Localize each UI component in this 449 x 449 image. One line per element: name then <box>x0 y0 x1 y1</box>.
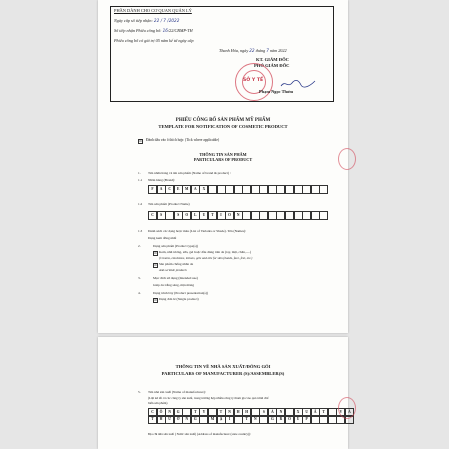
seal-text: SỞ Y TẾ <box>243 78 264 83</box>
form-title-en: TEMPLATE FOR NOTIFICATION OF COSMETIC PRODUCT <box>158 124 288 129</box>
manufacturer-letter-cell: H <box>242 408 251 417</box>
manufacturer-letter-cell: N <box>251 415 260 424</box>
checkbox-icon: ☒ <box>154 298 157 302</box>
manufacturer-letter-cell: Ư <box>165 415 174 424</box>
product-letter-cell: T <box>208 211 217 220</box>
signature-icon <box>279 79 319 89</box>
product-letter-cell: L <box>191 211 200 220</box>
manufacturer-letter-cell: U <box>294 415 303 424</box>
item2-option-1-en: (Creams, emulsions, lotions, gels and oils for skin (hands, face, feet, etc.) <box>159 256 253 260</box>
manufacturer-letter-cell: Ô <box>157 408 166 417</box>
manufacturer-letter-cell: Ạ <box>217 415 226 424</box>
brand-letter-cell: C <box>165 185 174 194</box>
product-letter-cell: S <box>174 211 183 220</box>
brand-letter-cell: X <box>199 185 208 194</box>
item1-number: 1. <box>138 171 141 175</box>
checkbox-icon: ☒ <box>154 251 157 255</box>
manufacturer-letter-cell: C <box>148 408 157 417</box>
manufacturer-letter-cell: Ơ <box>174 415 183 424</box>
received-date-line <box>114 19 179 23</box>
brand-letter-cell: A <box>157 185 166 194</box>
manufacturer-letter-cell: M <box>208 415 217 424</box>
item3-number: 3. <box>138 276 141 280</box>
manufacturer-letter-cell: S <box>259 408 268 417</box>
manufacturer-letter-cell: V <box>336 408 345 417</box>
section-title-en: PARTICULARS OF PRODUCT <box>193 157 253 162</box>
product-letter-cell: C <box>148 211 157 220</box>
brand-letter-cell: M <box>182 185 191 194</box>
item5-number: 5. <box>138 390 141 394</box>
checkbox-icon: ☒ <box>139 139 142 143</box>
item4-label: Dạng trình bày (Product presentation(s)) <box>153 291 208 295</box>
item5-note: (Liệt kê tất cả các công ty sản xuất, trong trường hợp nhiều công ty tham gia vào quá trình chế <box>148 396 269 400</box>
page-seal-edge-icon <box>338 148 356 170</box>
manufacturer-letter-cell: N <box>165 408 174 417</box>
manufacturer-letter-cell: N <box>276 408 285 417</box>
product-letter-cell: U <box>199 211 208 220</box>
item4-number: 4. <box>138 291 141 295</box>
item1-3-label: Danh sách các dạng hoặc màu (List of Variants or Shade). Tên (Names): <box>148 229 247 233</box>
form-title-vi: PHIẾU CÔNG BỐ SẢN PHẨM MỸ PHẨM <box>175 118 271 123</box>
item2-number: 2. <box>138 244 141 248</box>
item2-option-2-en: Anti-wrinkle products <box>159 268 187 272</box>
item1-3-number: 1.3 <box>138 229 143 233</box>
document-page-1 <box>98 0 348 333</box>
place-day: 22 <box>249 48 255 53</box>
manufacturer-letter-cell: T <box>217 408 226 417</box>
item3-value: Giúp da trắng sáng, mịn màng <box>153 283 195 287</box>
month-label: tháng <box>255 48 266 53</box>
item3-label: Mục đích sử dụng (Intended use) <box>153 276 198 280</box>
month-value: 7 <box>266 48 269 53</box>
item1-1-number: 1.1 <box>138 178 143 182</box>
receipt-number-line <box>114 29 193 33</box>
product-letter-cell <box>319 211 328 220</box>
manufacturer-letter-cell: Ấ <box>311 408 320 417</box>
check-instruction: Đánh dấu vào ô thích hợp: (Tick where applicable) <box>146 138 220 142</box>
document-page-2 <box>98 337 351 449</box>
product-letter-cell: S <box>157 211 166 220</box>
manufacturer-letter-cell: N <box>182 415 191 424</box>
item2-label: Dạng sản phẩm (Product type(s)) <box>153 244 199 248</box>
product-letter-cell: N <box>234 211 243 220</box>
item2-option-1: Kem, nhũ tương, sữa, gel hoặc dầu dùng trên da (tay, mặt, chân,.....) <box>159 250 252 254</box>
official-use-heading: PHẦN DÀNH CHO CƠ QUAN QUẢN LÝ <box>114 8 192 13</box>
manufacturer-title-en: PARTICULARS OF MANUFACTURER (S)/ASSEMBLER(S) <box>161 371 285 376</box>
manufacturer-letter-cell: G <box>268 415 277 424</box>
brand-letter-cell: A <box>191 185 200 194</box>
manufacturer-letter-cell: I <box>225 415 234 424</box>
item5-label: Tên nhà sản xuất (Name of manufacturer): <box>148 390 206 394</box>
manufacturer-letter-cell: P <box>302 415 311 424</box>
brand-letter-cell: F <box>148 185 157 194</box>
manufacturer-letter-cell: H <box>157 415 166 424</box>
manufacturer-letter-cell: T <box>148 415 157 424</box>
item5-note-2: biến sản phẩm) <box>148 401 168 405</box>
item2-option-2: Sản phẩm chống nhăn da <box>159 262 194 266</box>
manufacturer-letter-cell: À <box>345 408 354 417</box>
address-label: Địa chỉ nhà sản xuất ( Nước sản xuất) (Address of manufacturer (state country)): <box>148 432 251 436</box>
item1-3-value: Dạng kem đồng nhất <box>148 236 177 240</box>
brand-letter-cell <box>319 185 328 194</box>
product-letter-cell: O <box>182 211 191 220</box>
manufacturer-letter-cell: T <box>319 408 328 417</box>
manufacturer-letter-cell: G <box>174 408 183 417</box>
manufacturer-letter-cell: G <box>191 415 200 424</box>
official-use-box <box>110 6 334 102</box>
manufacturer-letter-cell: Y <box>199 408 208 417</box>
manufacturer-letter-cell: U <box>302 408 311 417</box>
manufacturer-letter-cell: Ả <box>268 408 277 417</box>
signer-title-2: PHÓ GIÁM ĐỐC <box>254 63 290 68</box>
signer-name: Phạm Ngọc Thơm <box>259 89 294 94</box>
manufacturer-title-vi: THÔNG TIN VỀ NHÀ SẢN XUẤT/ĐÓNG GÓI <box>175 364 271 369</box>
manufacturer-letter-cell: X <box>294 408 303 417</box>
page-seal-edge-icon <box>338 397 356 419</box>
receipt-number-value: 16 <box>162 28 168 33</box>
manufacturer-letter-cell: T <box>242 415 251 424</box>
item4-option: Dạng đơn lẻ (Single product) <box>159 297 199 301</box>
brand-letter-cell: E <box>174 185 183 194</box>
item1-2-label: Tên sản phẩm (Product Name) <box>148 202 190 206</box>
manufacturer-letter-cell: O <box>285 415 294 424</box>
product-letter-cell: I <box>217 211 226 220</box>
section-title-vi: THÔNG TIN SẢN PHẨM <box>199 152 247 157</box>
item1-1-label: Nhãn hàng (Brand): <box>148 178 176 182</box>
place-date-line <box>219 49 287 53</box>
manufacturer-letter-cell: N <box>225 408 234 417</box>
received-date-value: 22 / 7 /2022 <box>153 18 180 23</box>
received-date-label: Ngày cấp số tiếp nhận: <box>114 18 153 23</box>
place-date-prefix: Thanh Hóa, ngày <box>219 48 249 53</box>
product-letter-cell: O <box>225 211 234 220</box>
checkbox-icon: ☒ <box>154 263 157 267</box>
manufacturer-letter-cell: H <box>234 408 243 417</box>
year-label: năm 2022 <box>269 48 287 53</box>
product-letter-grid <box>148 211 328 220</box>
item1-2-number: 1.2 <box>138 202 143 206</box>
item1-label: Tên nhãn hàng và tên sản phẩm (Name of brand & product) : <box>148 171 231 175</box>
receipt-number-label: Số tiếp nhận Phiếu công bố: <box>114 28 162 33</box>
receipt-number-suffix: /22/CBMP-TH <box>167 28 193 33</box>
validity-note: Phiếu công bố có giá trị 05 năm kể từ ngày cấp <box>114 38 194 43</box>
manufacturer-letter-row-2 <box>148 415 354 424</box>
brand-letter-grid <box>148 185 328 194</box>
manufacturer-letter-cell: R <box>276 415 285 424</box>
signer-title-1: KT. GIÁM ĐỐC <box>256 57 289 62</box>
manufacturer-letter-cell: T <box>191 408 200 417</box>
